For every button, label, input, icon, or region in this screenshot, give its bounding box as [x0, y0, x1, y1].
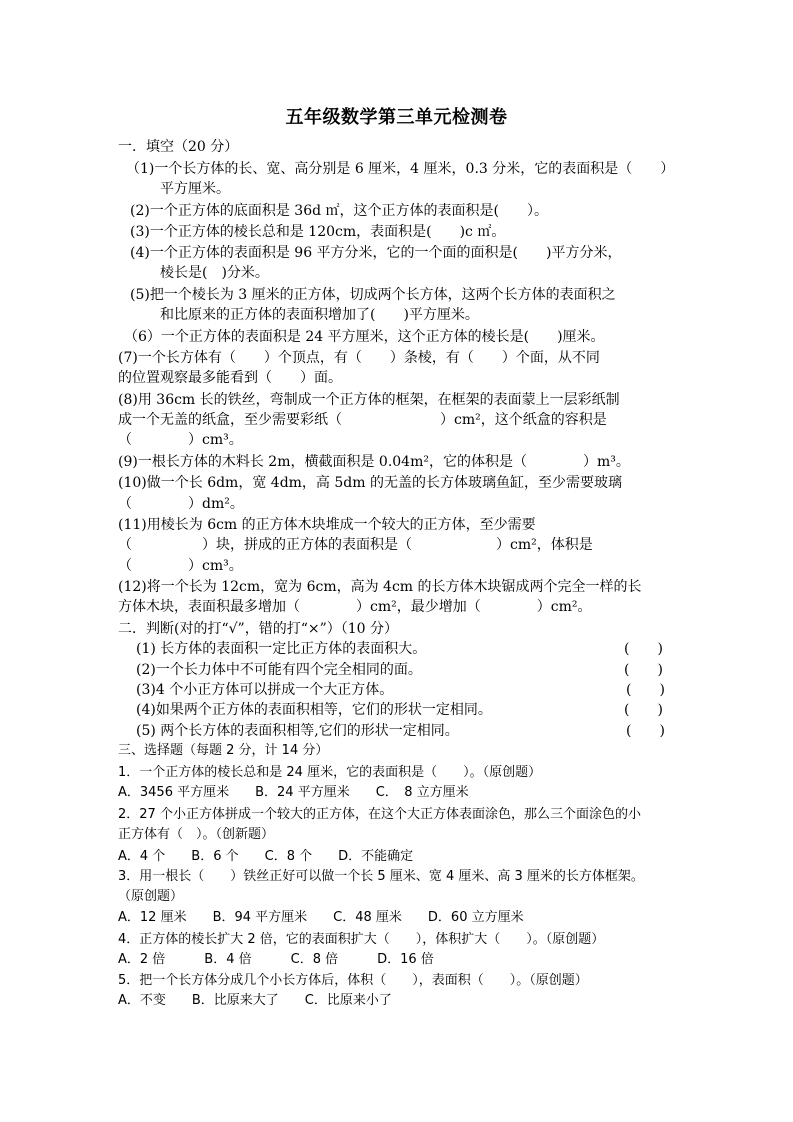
page-title: 五年级数学第三单元检测卷	[285, 107, 508, 128]
choice-question: 2．27 个小正方体拼成一个较大的正方体，在这个大正方体表面涂色，那么三个面涂色的小	[118, 807, 641, 822]
question-line: （ ）块，拼成的正方体的表面积是（ ）cm²，体积是	[118, 537, 593, 553]
answer-bracket: ( )	[624, 641, 663, 657]
question-line: (7)一个长方体有（ ）个顶点，有（ ）条棱，有（ ）个面，从不同	[118, 350, 600, 366]
question-line: 棱长是( )分米。	[160, 265, 269, 281]
question-line: 和比原来的正方体的表面积增加了( )平方厘米。	[160, 307, 479, 323]
answer-bracket: ( )	[624, 702, 663, 718]
question-line: （6）一个正方体的表面积是 24 平方厘米，这个正方体的棱长是( )厘米。	[124, 329, 605, 345]
question-line: (5)把一个棱长为 3 厘米的正方体，切成两个长方体，这两个长方体的表面积之	[130, 287, 616, 303]
choice-question: 5．把一个长方体分成几个小长方体后，体积（ ），表面积（ ）。（原创题）	[118, 973, 588, 988]
question-line: (4)一个正方体的表面积是 96 平方分米，它的一个面的面积是( )平方分米，	[130, 245, 622, 261]
judgement-item: (3)4 个小正方体可以拼成一个大正方体。	[136, 682, 394, 698]
question-line: (10)做一个长 6dm，宽 4dm，高 5dm 的无盖的长方体玻璃鱼缸，至少需要玻璃	[118, 475, 622, 491]
question-line: (11)用棱长为 6cm 的正方体木块堆成一个较大的正方体，至少需要	[118, 517, 536, 533]
question-line: 方体木块，表面积最多增加（ ）cm²，最少增加（ ）cm²。	[118, 599, 592, 615]
answer-bracket: ( )	[626, 723, 665, 739]
choice-options: A．4 个 B．6 个 C．8 个 D．不能确定	[118, 849, 414, 864]
question-line: （ ）dm²。	[118, 496, 244, 512]
judgement-item: (4)如果两个正方体的表面积相等，它们的形状一定相同。	[136, 702, 492, 718]
question-line: （1)一个长方体的长、宽、高分别是 6 厘米，4 厘米，0.3 分米，它的表面积是（ ）	[126, 161, 675, 177]
section-heading-multiple-choice: 三、选择题（每题 2 分，计 14 分）	[118, 743, 329, 758]
judgement-item: (5) 两个长方体的表面积相等,它们的形状一定相同。	[136, 723, 459, 739]
choice-question: 4．正方体的棱长扩大 2 倍，它的表面积扩大（ ），体积扩大（ ）。（原创题）	[118, 932, 605, 947]
answer-bracket: ( )	[624, 662, 663, 678]
choice-options: A．12 厘米 B．94 平方厘米 C．48 厘米 D．60 立方厘米	[118, 910, 524, 925]
choice-options: A．不变 B．比原来大了 C．比原来小了	[118, 993, 392, 1008]
question-line: （ ）cm³。	[118, 432, 243, 448]
answer-bracket: ( )	[626, 682, 665, 698]
section-heading-fill-blank: 一．填空（20 分）	[118, 139, 239, 155]
question-line: 成一个无盖的纸盒，至少需要彩纸（ ）cm²，这个纸盒的容积是	[118, 412, 607, 428]
choice-question: 1．一个正方体的棱长总和是 24 厘米，它的表面积是（ ）。（原创题）	[118, 765, 542, 780]
question-line: (12)将一个长为 12cm，宽为 6cm，高为 4cm 的长方体木块锯成两个完全一样的长	[118, 579, 642, 595]
section-heading-true-false: 二．判断(对的打“√”，错的打“×”）（10 分）	[118, 621, 399, 637]
question-line: 平方厘米。	[160, 181, 230, 197]
question-line: (8)用 36cm 长的铁丝，弯制成一个正方体的框架，在框架的表面蒙上一层彩纸制	[118, 392, 620, 408]
choice-question: 3．用一根长（ ）铁丝正好可以做一个长 5 厘米、宽 4 厘米、高 3 厘米的长方体框架。	[118, 869, 644, 884]
judgement-item: (1) 长方体的表面积一定比正方体的表面积大。	[136, 641, 427, 657]
judgement-item: (2)一个长力体中不可能有四个完全相同的面。	[136, 662, 422, 678]
question-line: (2)一个正方体的底面积是 36d ㎡，这个正方体的表面积是( ）。	[130, 203, 548, 219]
choice-options: A．2 倍 B．4 倍 C．8 倍 D．16 倍	[118, 952, 434, 967]
question-line: （ ）cm³。	[118, 558, 243, 574]
choice-question: （原创题）	[118, 889, 184, 904]
question-line: (9)一根长方体的木料长 2m，横截面积是 0.04m²，它的体积是（ ）m³。	[118, 454, 630, 470]
question-line: (3)一个正方体的棱长总和是 120cm，表面积是( )c ㎡。	[130, 224, 506, 240]
choice-question: 正方体有（ ）。（创新题）	[118, 827, 275, 842]
choice-options: A．3456 平方厘米 B．24 平方厘米 C． 8 立方厘米	[118, 785, 469, 800]
question-line: 的位置观察最多能看到（ ）面。	[118, 370, 342, 386]
